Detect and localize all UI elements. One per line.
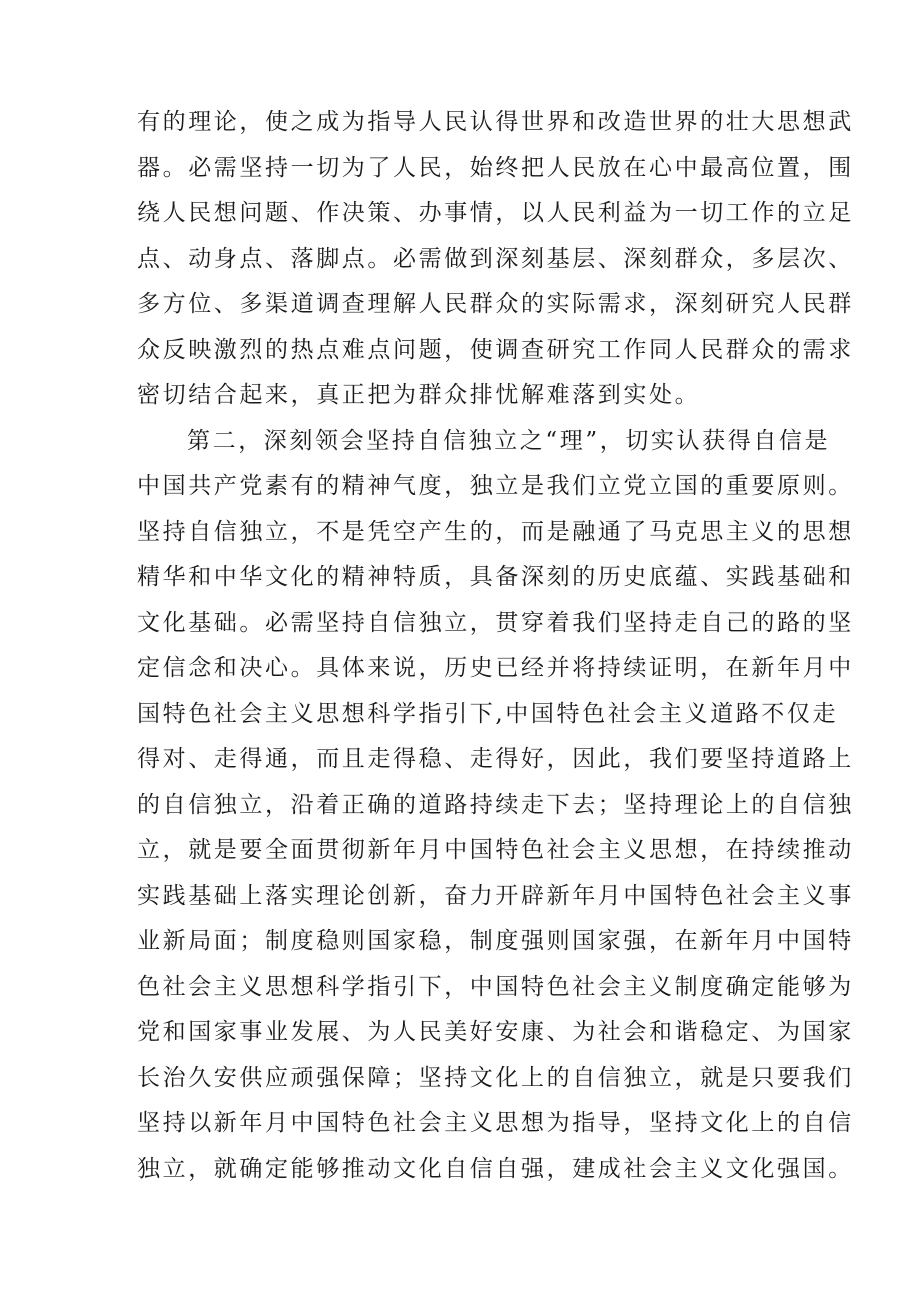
text-line: 绕人民想问题、作决策、办事情，以人民利益为一切工作的立足 xyxy=(137,200,854,226)
text-line: 业新局面；制度稳则国家稳，制度强则国家强，在新年月中国特 xyxy=(137,928,854,954)
text-line: 的自信独立，沿着正确的道路持续走下去；坚持理论上的自信独 xyxy=(137,791,854,818)
text-line: 器。必需坚持一切为了人民，始终把人民放在心中最高位置，围 xyxy=(137,154,854,181)
text-line: 党和国家事业发展、为人民美好安康、为社会和谐稳定、为国家 xyxy=(137,1019,854,1045)
text-line: 长治久安供应顽强保障；坚持文化上的自信独立，就是只要我们 xyxy=(137,1064,854,1091)
text-line: 立，就是要全面贯彻新年月中国特色社会主义思想，在持续推动 xyxy=(137,837,854,863)
text-line: 实践基础上落实理论创新，奋力开辟新年月中国特色社会主义事 xyxy=(137,882,854,909)
text-line: 文化基础。必需坚持自信独立，贯穿着我们坚持走自己的路的坚 xyxy=(137,609,854,636)
text-line: 精华和中华文化的精神特质，具备深刻的历史底蕴、实践基础和 xyxy=(137,564,854,590)
text-line: 得对、走得通，而且走得稳、走得好，因此，我们要坚持道路上 xyxy=(137,746,854,772)
text-line: 独立，就确定能够推动文化自信自强，建成社会主义文化强国。 xyxy=(137,1155,854,1182)
text-line: 点、动身点、落脚点。必需做到深刻基层、深刻群众，多层次、 xyxy=(137,245,854,272)
text-line: 众反映激烈的热点难点问题，使调查研究工作同人民群众的需求 xyxy=(137,336,854,363)
text-line: 有的理论，使之成为指导人民认得世界和改造世界的壮大思想武 xyxy=(137,109,854,135)
document-body xyxy=(137,100,854,1192)
text-line: 密切结合起来，真正把为群众排忧解难落到实处。 xyxy=(137,382,701,408)
text-line-indented: 第二，深刻领会坚持自信独立之“理”，切实认获得自信是 xyxy=(187,427,831,454)
text-line: 多方位、多渠道调查理解人民群众的实际需求，深刻研究人民群 xyxy=(137,291,854,317)
text-line: 坚持以新年月中国特色社会主义思想为指导，坚持文化上的自信 xyxy=(137,1110,854,1136)
text-line: 国特色社会主义思想科学指引下,中国特色社会主义道路不仅走 xyxy=(137,700,839,727)
text-line: 定信念和决心。具体来说，历史已经并将持续证明，在新年月中 xyxy=(137,655,854,681)
text-line: 色社会主义思想科学指引下，中国特色社会主义制度确定能够为 xyxy=(137,973,854,1000)
text-line: 坚持自信独立，不是凭空产生的，而是融通了马克思主义的思想 xyxy=(137,518,854,545)
paragraph-2 xyxy=(137,419,854,1193)
text-line: 中国共产党素有的精神气度，独立是我们立党立国的重要原则。 xyxy=(137,473,854,499)
paragraph-1 xyxy=(137,100,854,419)
